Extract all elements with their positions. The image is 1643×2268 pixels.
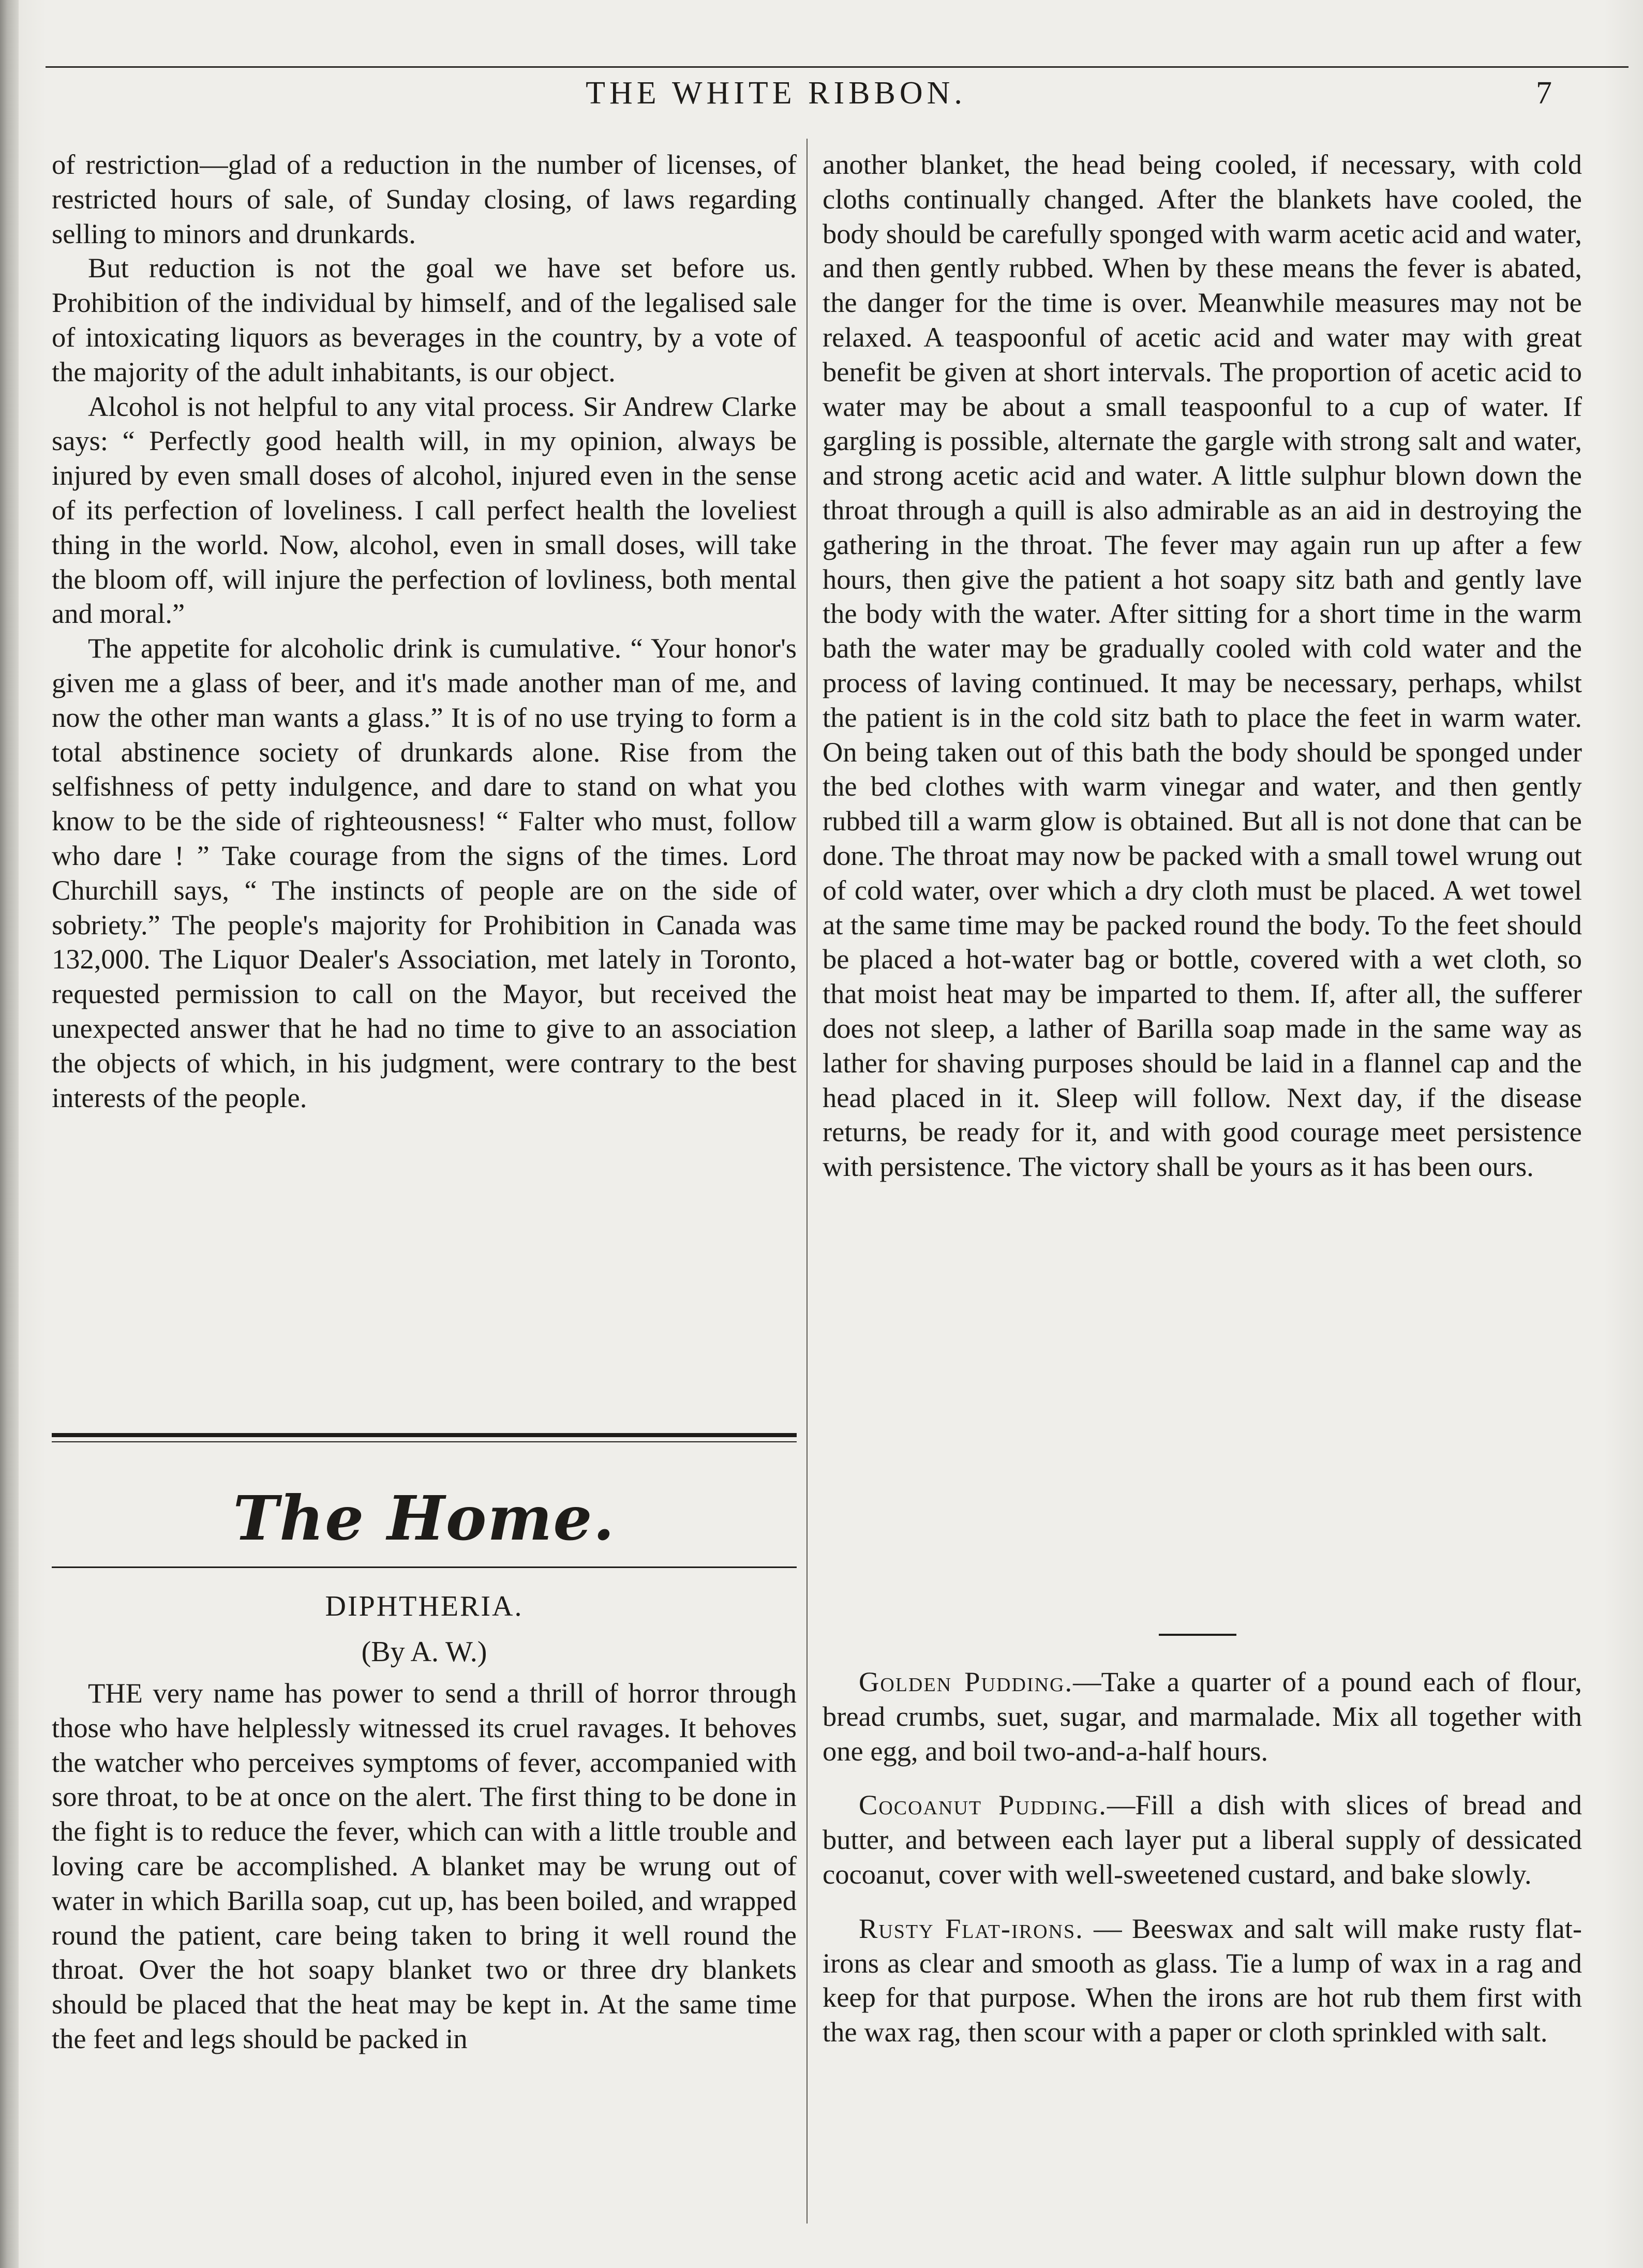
column-divider [806,139,808,2224]
left-column-article [52,147,797,1115]
article-paragraph: another blanket, the head being cooled, if necessary, with cold cloths continually changed. After the blankets have cooled, the body should be carefully sponged with warm acetic acid and water, and then gently rubbed. When by these means the fever is abated, the danger for the time is over. Meanwhile measures may not be relaxed. A teaspoonful of acetic acid and water may with great benefit be given at short intervals. The proportion of acetic acid to water may be about a small teaspoonful to a cup of water. If gargling is possible, alternate the gargle with strong salt and water, and strong acetic acid and water. A little sulphur blown down the throat through a quill is also admirable as an aid in destroying the gathering in the throat. The fever may again run up after a few hours, then give the patient a hot soapy sitz bath and gently lave the body with the water. After sitting for a short time in the warm bath the water may be gradually cooled with cold water and the process of laving continued. It may be necessary, perhaps, whilst the patient is in the cold sitz bath to place the feet in warm water. On being taken out of this bath the body should be sponged under the bed clothes with warm vinegar and water, and then gently rubbed till a warm glow is obtained. But all is not done that can be done. The throat may now be packed with a small towel wrung out of cold water, over which a dry cloth must be placed. A wet towel at the same time may be packed round the body. To the feet should be placed a hot-water bag or bottle, covered with a wet cloth, so that moist heat may be imparted to them. If, after all, the sufferer does not sleep, a lather of Barilla soap made in the same way as lather for shaving purposes should be laid in a flannel cap and the head placed in it. Sleep will follow. Next day, if the disease returns, be ready for it, and with good courage meet persistence with persistence. The victory shall be yours as it has been ours. [823,148,1582,1183]
running-head: THE WHITE RIBBON. [586,76,966,111]
recipe-title: Rusty Flat-irons. [859,1912,1084,1944]
recipe-item [823,1912,1582,2050]
section-separator [52,1433,797,1442]
diphtheria-article-continued [823,147,1582,1184]
section-title-rule [52,1566,797,1568]
recipe-text: —Take a quarter of a pound each of flour, bread crumbs, suet, sugar, and marmalade. Mix all together with one egg, and boil two-and-a-half hours. [823,1666,1582,1767]
page-number: 7 [1536,76,1552,111]
article-byline: (By A. W.) [361,1636,487,1668]
recipe-text: —Fill a dish with slices of bread and butter, and between each layer put a liberal supply of dessicated cocoanut, cover with well-sweetened custard, and bake slowly. [823,1789,1582,1890]
article-paragraph: But reduction is not the goal we have set before us. Prohibition of the individual by himself, and of the legalised sale of intoxicating liquors as beverages in the country, by a vote of the majority of the adult inhabitants, is our object. [52,252,797,387]
article-paragraph: THE very name has power to send a thrill of horror through those who have helplessly witnessed its cruel ravages. It behoves the watcher who perceives symptoms of fever, accompanied with sore throat, to be at once on the alert. The first thing to be done in the fight is to reduce the fever, which can with a little trouble and loving care be accomplished. A blanket may be wrung out of water in which Barilla soap, cut up, has been boiled, and wrapped round the patient, care being taken to bring it well round the throat. Over the hot soapy blanket two or three dry blankets should be placed that the heat may be kept in. At the same time the feet and legs should be packed in [52,1677,797,2054]
recipe-title: Golden Pudding. [859,1666,1073,1697]
recipe-item [823,1788,1582,1891]
recipe-separator-rule [1159,1634,1236,1636]
article-paragraph: Alcohol is not helpful to any vital process. Sir Andrew Clarke says: “ Perfectly good health will, in my opinion, always be injured by even small doses of alcohol, injured even in the sense of its perfection of loveliness. I call perfect health the loveliest thing in the world. Now, alcohol, even in small doses, will take the bloom off, will injure the perfection of lovliness, both mental and moral.” [52,390,797,630]
recipe-title: Cocoanut Pudding. [859,1789,1107,1821]
page-binding-edge [0,0,19,2268]
recipes-list [823,1665,1582,2069]
article-title: DIPHTHERIA. [325,1590,524,1622]
recipe-item [823,1665,1582,1768]
header-rule [46,66,1629,68]
recipe-text: — Beeswax and salt will make rusty flat-irons as clear and smooth as glass. Tie a lump of wax in a rag and keep for that purpose. When the irons are hot rub them first with the wax rag, then scour with a paper or cloth sprinkled with salt. [823,1912,1582,2048]
diphtheria-article-start [52,1676,797,2056]
article-paragraph: of restriction—glad of a reduction in the number of licenses, of restricted hours of sale, of Sunday closing, of laws regarding selling to minors and drunkards. [52,148,797,249]
section-title: The Home. [233,1482,616,1554]
article-paragraph: The appetite for alcoholic drink is cumulative. “ Your honor's given me a glass of beer, and it's made another man of me, and now the other man wants a glass.” It is of no use trying to form a total abstinence society of drunkards alone. Rise from the selfishness of petty indulgence, and dare to stand on what you know to be the side of righteousness! “ Falter who must, follow who dare ! ” Take courage from the signs of the times. Lord Churchill says, “ The instincts of people are on the side of sobriety.” The people's majority for Prohibition in Canada was 132,000. The Liquor Dealer's Association, met lately in Toronto, requested permission to call on the Mayor, but received the unexpected answer that he had no time to give to an association the objects of which, in his judgment, were contrary to the best interests of the people. [52,632,797,1113]
